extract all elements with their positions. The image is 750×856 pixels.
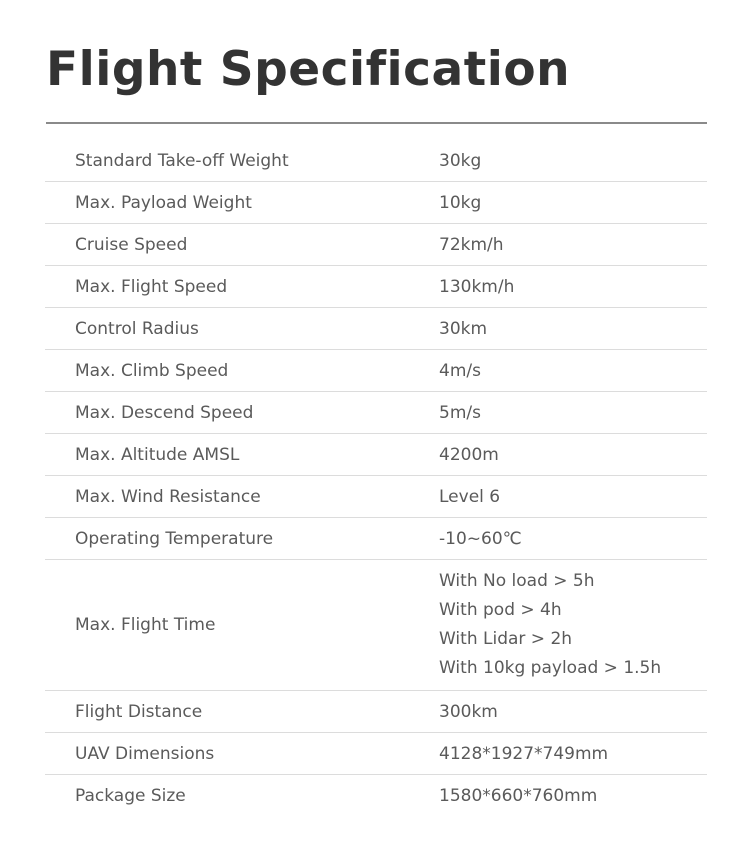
spec-row-flight-distance [45, 691, 707, 733]
spec-value-line: With 10kg payload > 1.5h [439, 658, 662, 678]
spec-value: 30kg [439, 150, 482, 171]
spec-value: 130km/h [439, 276, 515, 297]
spec-value: -10~60℃ [439, 528, 522, 549]
spec-label: Max. Flight Time [75, 615, 216, 635]
spec-value-line: With pod > 4h [439, 600, 562, 620]
spec-value-line: With Lidar > 2h [439, 629, 573, 649]
spec-row-uav-dimensions [45, 733, 707, 775]
spec-row-max-flight-speed [45, 266, 707, 308]
spec-row-climb-speed [45, 350, 707, 392]
spec-row-wind-resistance [45, 476, 707, 518]
spec-row-cruise-speed [45, 224, 707, 266]
spec-row-descend-speed [45, 392, 707, 434]
spec-value: 4128*1927*749mm [439, 743, 609, 764]
spec-row-payload-weight [45, 182, 707, 224]
spec-label: Cruise Speed [75, 234, 188, 255]
spec-value: 30km [439, 318, 488, 339]
spec-value-line: With No load > 5h [439, 571, 595, 591]
spec-label: UAV Dimensions [75, 743, 215, 764]
spec-label: Max. Climb Speed [75, 360, 229, 381]
page-title: Flight Specification [46, 42, 571, 97]
spec-label: Flight Distance [75, 701, 203, 722]
spec-label: Standard Take-off Weight [75, 150, 289, 171]
spec-value: 4m/s [439, 360, 481, 381]
spec-value: 1580*660*760mm [439, 786, 598, 806]
spec-row-control-radius [45, 308, 707, 350]
spec-label: Control Radius [75, 318, 199, 339]
spec-value: 72km/h [439, 234, 504, 255]
spec-row-package-size [45, 775, 707, 817]
spec-value: 5m/s [439, 402, 481, 423]
spec-row-takeoff-weight [45, 140, 707, 182]
spec-label: Max. Wind Resistance [75, 486, 261, 507]
spec-row-flight-time [45, 560, 707, 691]
spec-label: Max. Altitude AMSL [75, 444, 240, 465]
spec-label: Operating Temperature [75, 528, 274, 549]
spec-value: 10kg [439, 192, 482, 213]
title-divider [46, 122, 707, 124]
spec-label: Max. Flight Speed [75, 276, 228, 297]
spec-label: Max. Descend Speed [75, 402, 254, 423]
spec-value: 300km [439, 701, 498, 722]
spec-row-altitude [45, 434, 707, 476]
spec-value: Level 6 [439, 486, 501, 507]
spec-label: Max. Payload Weight [75, 192, 252, 213]
spec-row-operating-temperature [45, 518, 707, 560]
spec-table [45, 140, 707, 817]
spec-value: 4200m [439, 444, 499, 465]
spec-label: Package Size [75, 786, 186, 806]
spec-value-list [409, 567, 707, 683]
